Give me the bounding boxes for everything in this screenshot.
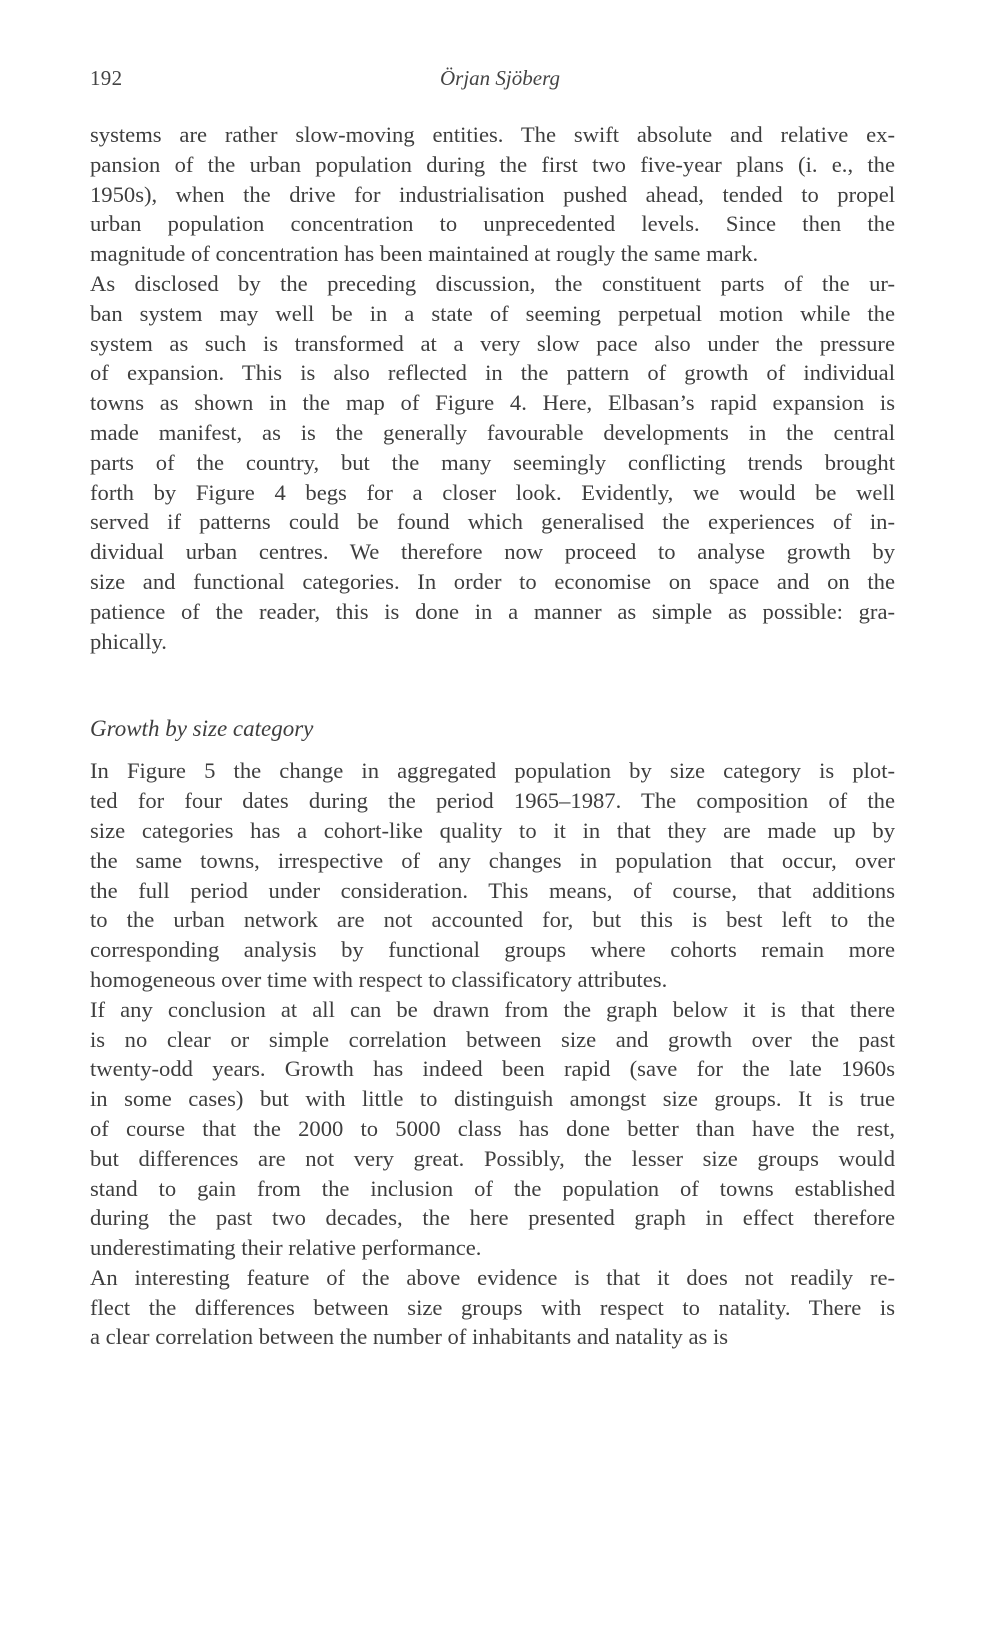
text-line: homogeneous over time with respect to classificatory attributes. [90, 966, 668, 992]
text-line: made manifest, as is the generally favourable developments in the central [90, 419, 895, 445]
page-number: 192 [90, 66, 123, 90]
text-line: the full period under consideration. This means, of course, that additions [90, 877, 895, 903]
text-line: As disclosed by the preceding discussion, the constituent parts of the ur- [90, 270, 895, 296]
body-text [90, 120, 895, 1352]
text-line: underestimating their relative performance. [90, 1235, 482, 1261]
text-line: parts of the country, but the many seemingly conflicting trends brought [90, 449, 895, 475]
text-line: corresponding analysis by functional groups where cohorts remain more [90, 937, 895, 963]
blank-page-area [0, 1340, 1000, 1629]
paragraph [90, 995, 895, 1263]
text-line: is no clear or simple correlation between size and growth over the past [90, 1026, 895, 1052]
text-line: to the urban network are not accounted for, but this is best left to the [90, 907, 895, 933]
text-line: of expansion. This is also reflected in the pattern of growth of individual [90, 360, 895, 386]
text-line: of course that the 2000 to 5000 class has done better than have the rest, [90, 1115, 895, 1141]
text-line: dividual urban centres. We therefore now proceed to analyse growth by [90, 539, 895, 565]
text-line: twenty-odd years. Growth has indeed been rapid (save for the late 1960s [90, 1056, 895, 1082]
text-line: flect the differences between size groups with respect to natality. There is [90, 1294, 895, 1320]
text-line: forth by Figure 4 begs for a closer look. Evidently, we would be well [90, 479, 895, 505]
text-line: magnitude of concentration has been maintained at rougly the same mark. [90, 241, 759, 267]
text-line: patience of the reader, this is done in a manner as simple as possible: gra- [90, 598, 895, 624]
text-line: towns as shown in the map of Figure 4. Here, Elbasan’s rapid expansion is [90, 390, 895, 416]
text-line: 1950s), when the drive for industrialisation pushed ahead, tended to propel [90, 181, 895, 207]
text-line: stand to gain from the inclusion of the population of towns established [90, 1175, 895, 1201]
paragraph [90, 120, 895, 269]
text-line: size categories has a cohort-like quality to it in that they are made up by [90, 817, 895, 843]
text-line: served if patterns could be found which generalised the experiences of in- [90, 509, 895, 535]
paragraph [90, 269, 895, 656]
text-line: size and functional categories. In order to economise on space and on the [90, 568, 895, 594]
text-line: phically. [90, 628, 167, 654]
text-line: the same towns, irrespective of any changes in population that occur, over [90, 847, 895, 873]
text-line: systems are rather slow-moving entities. The swift absolute and relative ex- [90, 122, 895, 147]
text-line: during the past two decades, the here presented graph in effect therefore [90, 1205, 895, 1231]
text-line: urban population concentration to unprecedented levels. Since then the [90, 211, 895, 237]
text-line: in some cases) but with little to distinguish amongst size groups. It is true [90, 1086, 895, 1112]
text-line: If any conclusion at all can be drawn from the graph below it is that there [90, 996, 895, 1022]
text-line: but differences are not very great. Possibly, the lesser size groups would [90, 1145, 895, 1171]
section-heading: Growth by size category [90, 716, 314, 742]
text-line: ban system may well be in a state of seeming perpetual motion while the [90, 300, 895, 326]
text-line: An interesting feature of the above evidence is that it does not readily re- [90, 1264, 895, 1290]
text-line: pansion of the urban population during the first two five-year plans (i. e., the [90, 151, 895, 177]
running-head: Örjan Sjöberg [440, 66, 560, 90]
paragraph [90, 1263, 895, 1352]
text-line: ted for four dates during the period 1965–1987. The composition of the [90, 788, 895, 814]
text-line: In Figure 5 the change in aggregated population by size category is plot- [90, 758, 895, 784]
text-line: system as such is transformed at a very slow pace also under the pressure [90, 330, 895, 356]
paragraph [90, 756, 895, 994]
text-line: a clear correlation between the number of inhabitants and natality as is [90, 1324, 729, 1350]
